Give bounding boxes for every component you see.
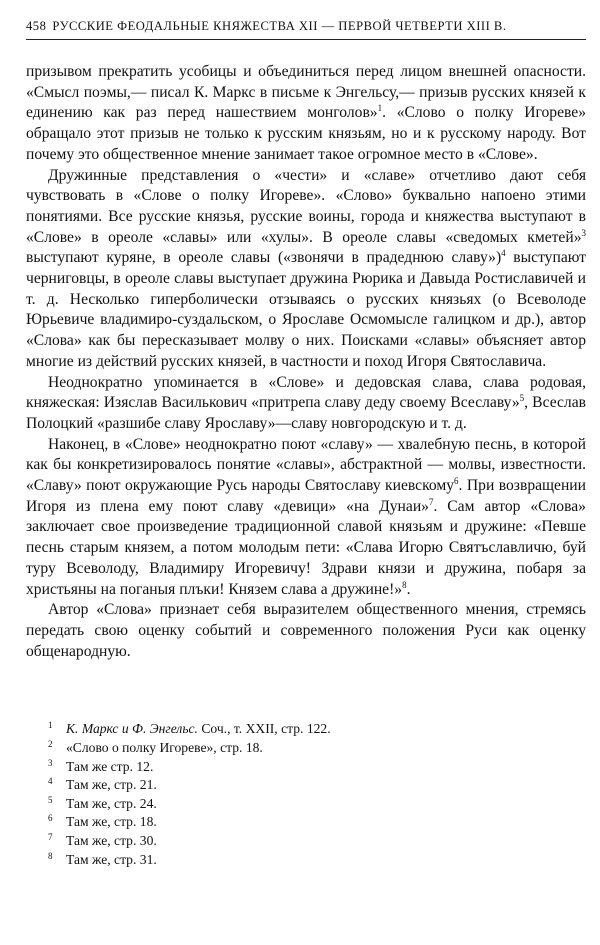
footnote-text: Там же, стр. 24.: [66, 795, 157, 811]
footnote-number: 1: [48, 720, 53, 731]
footnote-number: 7: [48, 831, 53, 842]
footnote: [48, 813, 586, 832]
paragraph-1: [26, 62, 586, 166]
footnote: [48, 832, 586, 851]
footnote: [48, 720, 586, 739]
paragraph-5: [26, 600, 586, 662]
footnote-text: Там же, стр. 21.: [66, 777, 157, 793]
footnote: [48, 795, 586, 814]
footnote-number: 3: [48, 757, 53, 768]
footnote: [48, 739, 586, 758]
paragraph-text: Автор «Слова» признает себя выразителем общественного мнения, стремясь передать свою оценку событий и современного положения Руси как оценку общенародную.: [26, 601, 586, 660]
paragraph-text: . Сам автор «Слова» заключает свое произведение традиционной славой князьям и дружине: «Певше песнь старым князем, а потом молодым пети: «Слава Игорю Святъславличю, буй туру Всеволоду, Владимиру Игоревичу! Здрави князи и дружина, побаря за христьяны на поганыя плъки! Князем слава а дружине!»: [26, 497, 586, 598]
footnote-ref: 7: [428, 496, 434, 507]
footnote-ref: 4: [501, 248, 506, 259]
footnote-text: Там же стр. 12.: [66, 758, 154, 774]
paragraph-text: Неоднократно упоминается в «Слове» и дедовская слава, слава родовая, княжеская: Изяслав Василькович «притрепа славу деду своему Всеславу»: [26, 373, 586, 412]
footnote-text: Там же, стр. 18.: [66, 814, 157, 830]
footnote-number: 8: [48, 850, 53, 861]
footnote: [48, 758, 586, 777]
paragraph-text: выступают черниговцы, в ореоле славы выступает дружина Рюрика и Давыда Ростиславичей и т. д. Несколько гиперболически отзываясь о русских князьях (о Всеволоде Юрьевиче владимиро-суздальском, о Ярославе Осмомысле галицком и др.), автор «Слова» как бы пересказывает молву о них. Поисками «славы» объясняет автор многие из действий русских князей, в частности и поход Игоря Святославича.: [26, 249, 586, 370]
paragraph-3: [26, 373, 586, 435]
paragraph-text: . «Слово о полку Игореве» обращало этот призыв не только к русским князьям, но и к русскому народу. Вот почему это общественное мнение занимает такое огромное место в «Слове».: [26, 104, 587, 163]
footnote-ref: 1: [377, 103, 383, 114]
footnote-number: 5: [48, 794, 53, 805]
footnote-text: Там же, стр. 31.: [66, 851, 157, 867]
paragraph-text: Дружинные представления о «чести» и «славе» отчетливо дают себя чувствовать в «Слове о полку Игореве». «Слово» буквально напоено этими понятиями. Все русские князья, русские воины, города и княжества выступают в «Слове» в ореоле «славы» или «хулы». В ореоле славы «сведомых кметей»: [26, 166, 586, 246]
footnote-number: 6: [48, 813, 53, 824]
footnote-ref: 3: [581, 227, 586, 238]
book-page: [26, 10, 586, 935]
footnote-author: К. Маркс и Ф. Энгельс.: [66, 721, 198, 737]
footnote-ref: 8: [402, 579, 407, 590]
running-header: [26, 10, 586, 40]
footnote: [48, 776, 586, 795]
paragraph-4: [26, 435, 586, 601]
footnote-number: 4: [48, 776, 53, 787]
paragraph-2: [26, 166, 586, 373]
paragraph-text: . При возвращении Игоря из плена ему поют славу «девици» «на Дунаи»: [26, 477, 586, 515]
main-text: [26, 62, 586, 662]
footnote-number: 2: [48, 738, 53, 749]
footnote-text: «Слово о полку Игореве», стр. 18.: [66, 739, 263, 755]
paragraph-text: Наконец, в «Слове» неоднократно поют «славу» — хвалебную песнь, в которой как бы конкретизировалось понятие «славы», абстрактной — молвы, известности. «Славу» поют окружающие Русь народы Святославу киевскому: [26, 435, 586, 495]
paragraph-text: выступают куряне, в ореоле славы («звонячи в прадеднюю славу»): [26, 249, 502, 267]
paragraph-text: , Всеслав Полоцкий «разшибе славу Ярославу»—славу новгородскую и т. д.: [26, 394, 586, 432]
paragraph-text: призывом прекратить усобицы и объединиться перед лицом внешней опасности. «Смысл поэмы,— писал К. Маркс в письме к Энгельсу,— призыв русских князей к единению как раз перед нашествием монголов»: [26, 63, 586, 122]
page-number: 458: [26, 19, 47, 33]
footnotes: [26, 720, 586, 869]
footnote-ref: 6: [454, 475, 459, 486]
footnote-text: Там же, стр. 30.: [66, 832, 157, 848]
paragraph-text: .: [406, 580, 411, 598]
footnote-text: [66, 720, 331, 739]
footnote-ref: 5: [519, 393, 525, 404]
footnote-body: Соч., т. XXII, стр. 122.: [197, 721, 331, 737]
running-title: РУССКИЕ ФЕОДАЛЬНЫЕ КНЯЖЕСТВА XII — ПЕРВОЙ ЧЕТВЕРТИ XIII В.: [52, 19, 507, 33]
footnote: [48, 851, 586, 870]
